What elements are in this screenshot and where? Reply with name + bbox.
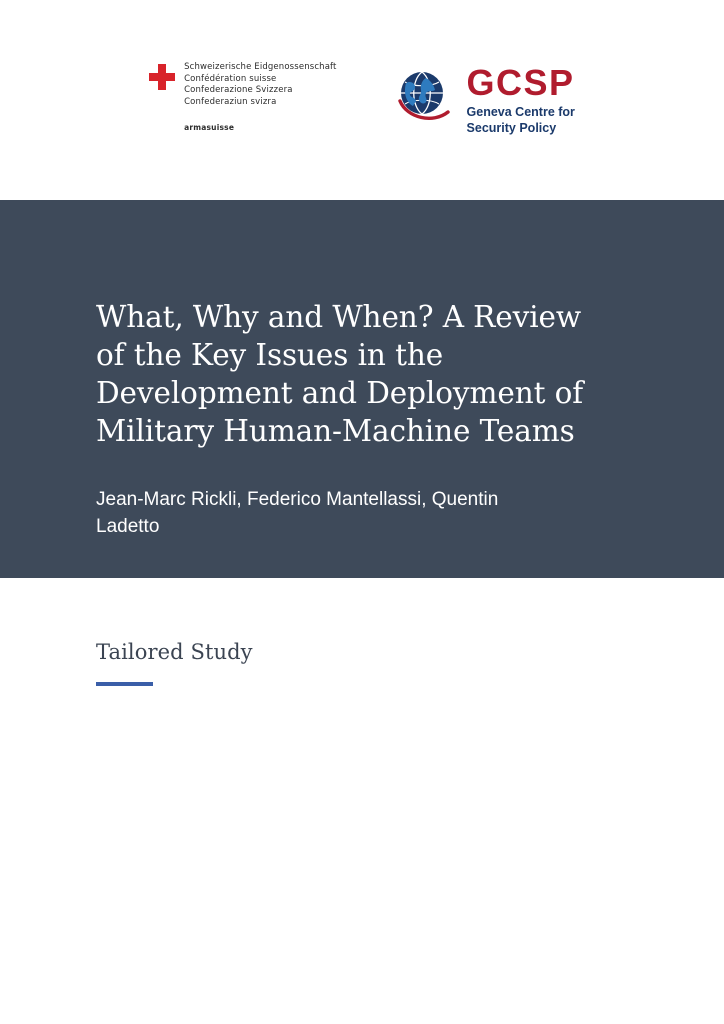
gcsp-acronym: GCSP bbox=[466, 62, 575, 103]
gcsp-full-name-line1: Geneva Centre for bbox=[466, 105, 575, 119]
logo-row bbox=[149, 62, 575, 136]
gcsp-logo bbox=[393, 62, 575, 136]
swiss-name-fr: Confédération suisse bbox=[184, 73, 277, 84]
swiss-cross-icon bbox=[149, 64, 175, 90]
swiss-name-de: Schweizerische Eidgenossenschaft bbox=[184, 62, 337, 72]
cover-title-band bbox=[0, 200, 724, 578]
gcsp-full-name bbox=[467, 105, 575, 136]
cover-header bbox=[0, 0, 724, 200]
swiss-logo-names bbox=[184, 62, 336, 108]
accent-rule bbox=[96, 682, 153, 686]
document-type: Tailored Study bbox=[96, 640, 253, 664]
swiss-name-rm: Confederaziun svizra bbox=[184, 96, 277, 107]
gcsp-text-block bbox=[467, 62, 575, 136]
authors: Jean-Marc Rickli, Federico Mantellassi, Quentin Ladetto bbox=[96, 489, 499, 537]
gcsp-full-name-line2: Security Policy bbox=[466, 120, 557, 135]
cover-meta bbox=[0, 578, 724, 686]
armasuisse-label: armasuisse bbox=[184, 123, 235, 133]
swiss-confederation-logo bbox=[149, 62, 336, 132]
swiss-name-it: Confederazione Svizzera bbox=[184, 85, 293, 96]
page-title: What, Why and When? A Review of the Key Issues in the Development and Deployment of Military Human-Machine Teams bbox=[96, 300, 584, 448]
globe-icon bbox=[393, 66, 455, 128]
swiss-logo-top bbox=[149, 62, 336, 108]
